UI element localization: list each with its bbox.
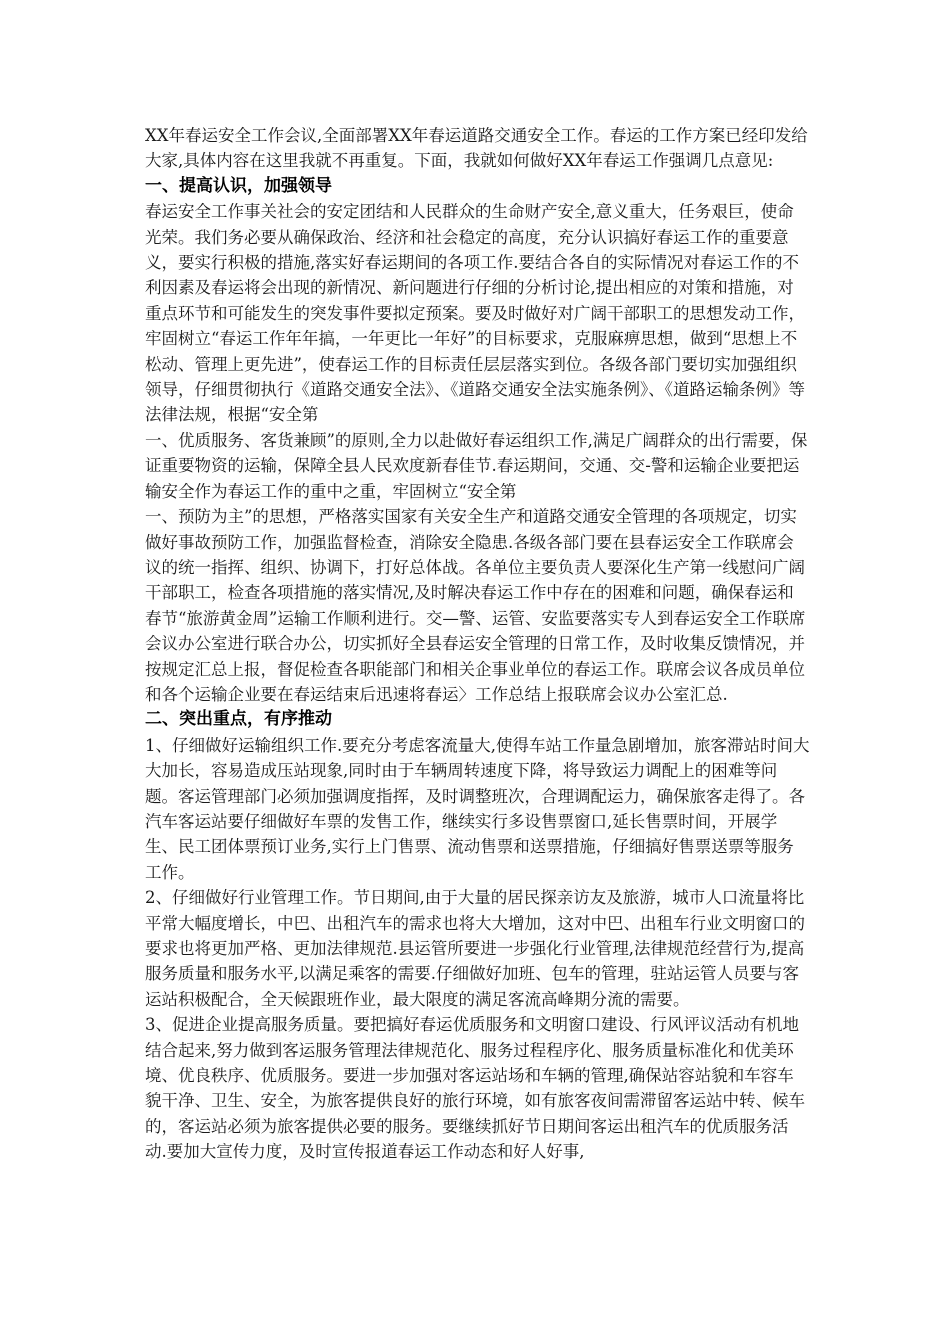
section-2-item-2: 2、仔细做好行业管理工作。节日期间,由于大量的居民探亲访友及旅游，城市人口流量将比平常大幅度增长，中巴、出租汽车的需求也将大大增加，这对中巴、出租车行业文明窗口的要求也将更加严格、更加法律规范.县运管所要进一步强化行业管理,法律规范经营行为,提高服务质量和服务水平,以满足乘客的需要.仔细做好加班、包车的管理，驻站运管人员要与客运站积极配合，全天候跟班作业，最大限度的满足客流高峰期分流的需要。 [145, 888, 805, 1009]
section-1-heading: 一、提高认识，加强领导 [145, 175, 332, 196]
document-body [145, 123, 810, 1165]
section-2-heading: 二、突出重点，有序推动 [145, 709, 332, 730]
section-1-paragraph-1: 春运安全工作事关社会的安定团结和人民群众的生命财产安全,意义重大，任务艰巨，使命光荣。我们务必要从确保政治、经济和社会稳定的高度，充分认识搞好春运工作的重要意义，要实行积极的措施,落实好春运期间的各项工作.要结合各自的实际情况对春运工作的不利因素及春运将会出现的新情况、新问题进行仔细的分析讨论,提出相应的对策和措施，对重点环节和可能发生的突发事件要拟定预案。要及时做好对广阔干部职工的思想发动工作，牢固树立“春运工作年年搞，一年更比一年好”的目标要求，克服麻痹思想，做到“思想上不松动、管理上更先进”，使春运工作的目标责任层层落实到位。各级各部门要切实加强组织领导，仔细贯彻执行《道路交通安全法》、《道路交通安全法实施条例》、《道路运输条例》等法律法规，根据“安全第 [145, 202, 805, 425]
intro-paragraph: XX年春运安全工作会议,全面部署XX年春运道路交通安全工作。春运的工作方案已经印发给大家,具体内容在这里我就不再重复。下面，我就如何做好XX年春运工作强调几点意见: [145, 126, 808, 171]
section-1-paragraph-3: 一、预防为主”的思想，严格落实国家有关安全生产和道路交通安全管理的各项规定，切实做好事故预防工作，加强监督检查，消除安全隐患.各级各部门要在县春运安全工作联席会议的统一指挥、组织、协调下，打好总体战。各单位主要负责人要深化生产第一线慰问广阔干部职工，检查各项措施的落实情况,及时解决春运工作中存在的困难和问题，确保春运和春节“旅游黄金周”运输工作顺利进行。交—警、运管、安监要落实专人到春运安全工作联席会议办公室进行联合办公，切实抓好全县春运安全管理的日常工作，及时收集反馈情况，并按规定汇总上报，督促检查各职能部门和相关企事业单位的春运工作。联席会议各成员单位和各个运输企业要在春运结束后迅速将春运〉工作总结上报联席会议办公室汇总. [145, 507, 806, 704]
section-2-item-3: 3、促进企业提高服务质量。要把搞好春运优质服务和文明窗口建设、行风评议活动有机地结合起来,努力做到客运服务管理法律规范化、服务过程程序化、服务质量标准化和优美环境、优良秩序、优质服务。要进一步加强对客运站场和车辆的管理,确保站容站貌和车容车貌干净、卫生、安全，为旅客提供良好的旅行环境，如有旅客夜间需滞留客运站中转、候车的，客运站必须为旅客提供必要的服务。要继续抓好节日期间客运出租汽车的优质服务活动.要加大宣传力度，及时宣传报道春运工作动态和好人好事, [145, 1015, 805, 1162]
section-2-item-1: 1、仔细做好运输组织工作.要充分考虑客流量大,使得车站工作量急剧增加，旅客滞站时间大大加长，容易造成压站现象,同时由于车辆周转速度下降，将导致运力调配上的困难等问题。客运管理部门必须加强调度指挥，及时调整班次，合理调配运力，确保旅客走得了。各汽车客运站要仔细做好车票的发售工作，继续实行多设售票窗口,延长售票时间，开展学生、民工团体票预订业务,实行上门售票、流动售票和送票措施，仔细搞好售票送票等服务工作。 [145, 735, 810, 882]
section-1-paragraph-2: 一、优质服务、客货兼顾”的原则,全力以赴做好春运组织工作,满足广阔群众的出行需要，保证重要物资的运输，保障全县人民欢度新春佳节.春运期间，交通、交-警和运输企业要把运输安全作为春运工作的重中之重，牢固树立“安全第 [145, 430, 808, 501]
